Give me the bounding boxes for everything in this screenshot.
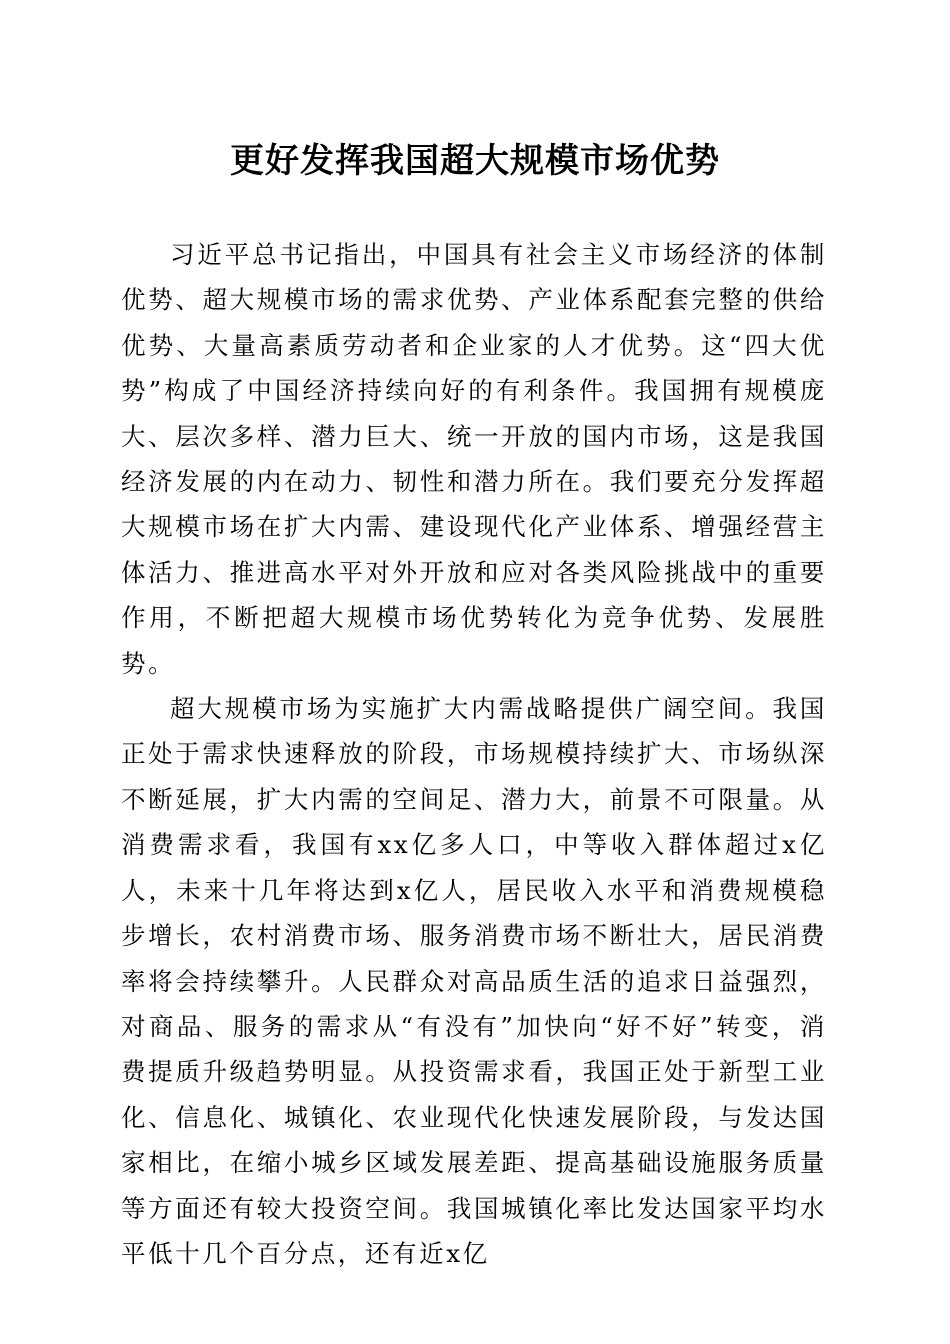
- document-body: [121, 232, 827, 1276]
- paragraph-1: 习近平总书记指出，中国具有社会主义市场经济的体制优势、超大规模市场的需求优势、产业体系配套完整的供给优势、大量高素质劳动者和企业家的人才优势。这“四大优势”构成了中国经济持续向好的有利条件。我国拥有规模庞大、层次多样、潜力巨大、统一开放的国内市场，这是我国经济发展的内在动力、韧性和潜力所在。我们要充分发挥超大规模市场在扩大内需、建设现代化产业体系、增强经营主体活力、推进高水平对外开放和应对各类风险挑战中的重要作用，不断把超大规模市场优势转化为竞争优势、发展胜势。: [121, 240, 827, 678]
- document-title: 更好发挥我国超大规模市场优势: [230, 141, 720, 181]
- paragraph-2: 超大规模市场为实施扩大内需战略提供广阔空间。我国正处于需求快速释放的阶段，市场规模持续扩大、市场纵深不断延展，扩大内需的空间足、潜力大，前景不可限量。从消费需求看，我国有xx亿多人口，中等收入群体超过x亿人，未来十几年将达到x亿人，居民收入水平和消费规模稳步增长，农村消费市场、服务消费市场不断壮大，居民消费率将会持续攀升。人民群众对高品质生活的追求日益强烈，对商品、服务的需求从“有没有”加快向“好不好”转变，消费提质升级趋势明显。从投资需求看，我国正处于新型工业化、信息化、城镇化、农业现代化快速发展阶段，与发达国家相比，在缩小城乡区域发展差距、提高基础设施服务质量等方面还有较大投资空间。我国城镇化率比发达国家平均水平低十几个百分点，还有近x亿: [121, 694, 827, 1268]
